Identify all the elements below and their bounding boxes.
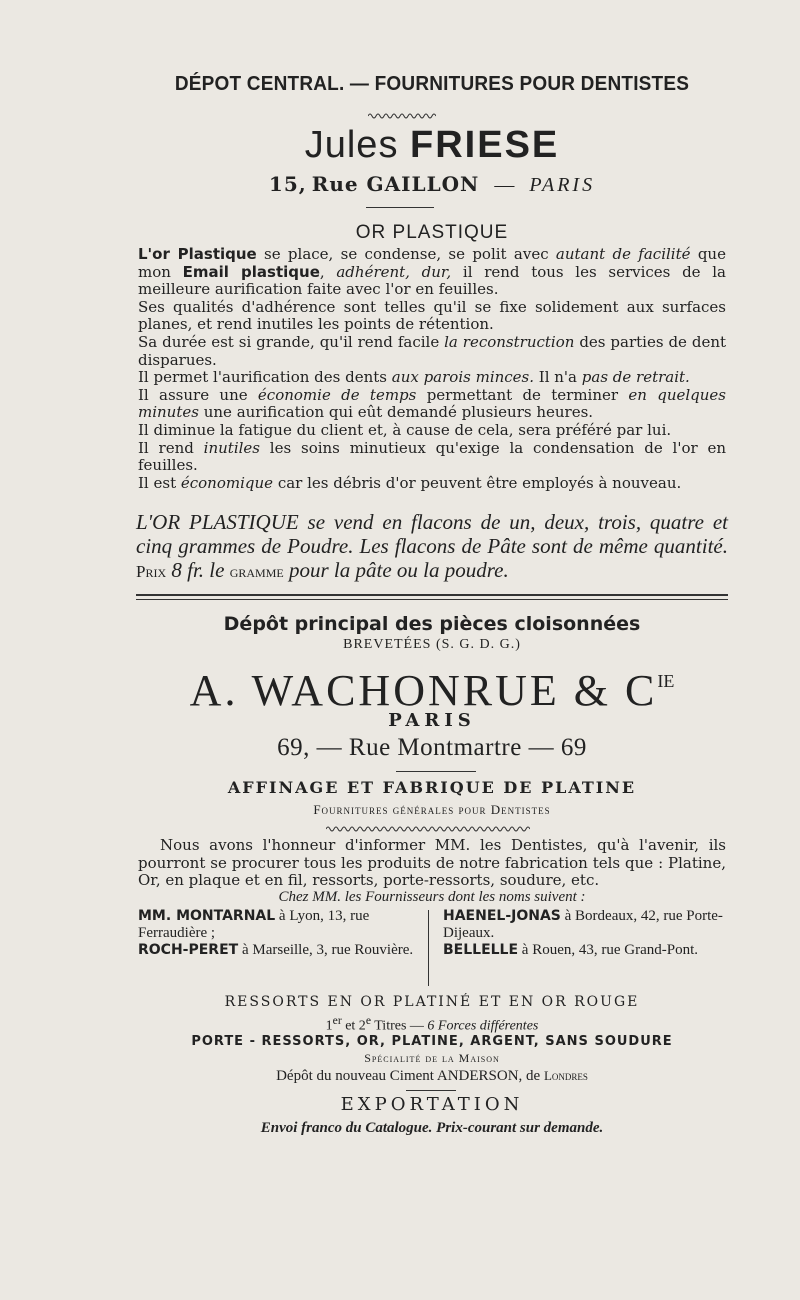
supplier-entry [138,942,418,959]
italic-text: la reconstruction [444,332,575,351]
text: Dépôt du nouveau Ciment ANDERSON, de [276,1068,544,1084]
suppliers-intro: Chez MM. les Fournisseurs dont les noms suivent : [278,889,586,905]
company-name: A. WACHONRUE & C [189,666,658,715]
paragraph [138,246,726,299]
supplier-address: à Lyon, 13, rue Ferraudière ; [138,908,370,941]
address-friese [136,172,728,197]
address-dash: — [494,174,515,196]
text: Il permet l'aurification des dents [138,368,392,387]
city-name: PARIS [388,710,476,731]
italic-text: 6 Forces différentes [427,1018,539,1034]
cement-line [136,1068,728,1085]
suppliers-list [138,908,728,988]
divider [396,771,476,772]
text: une aurification qui eût demandé plusieurs heures. [198,403,594,422]
paragraph [138,334,726,369]
city-name: PARIS [529,174,596,196]
italic-text: pas de retrait. [581,368,690,387]
italic-text: aux parois minces. [391,368,535,387]
spring-holders-line: PORTE - RESSORTS, OR, PLATINE, ARGENT, SANS SOUDURE [191,1034,673,1049]
paragraph: Ses qualités d'adhérence sont telles qu'il se fixe solidement aux surfaces planes, et rend inutiles les points de rétention. [138,297,726,334]
paragraph: Il diminue la fatigue du client et, à cause de cela, sera préféré par lui. [138,420,672,439]
italic-text: adhérent, dur, [336,262,452,281]
supplier-entry [138,908,418,942]
text: Il assure une [138,385,258,404]
text: se place, se condense, se polit avec [256,245,556,263]
specialty-note: Spécialité de la Maison [364,1051,500,1065]
depot-heading: Dépôt principal des pièces cloisonnées [223,613,641,635]
supplier-address: à Rouen, 43, rue Grand-Pont. [518,942,699,958]
ornament-squiggle [368,112,436,120]
text: car les débris d'or peuvent être employés à nouveau. [273,473,682,492]
superscript: e [365,1014,371,1027]
text: Sa durée est si grande, qu'il rend facile [138,332,445,351]
company-name-friese [136,124,728,167]
supplier-address: à Bordeaux, 42, rue Porte-Dijeaux. [443,908,723,941]
first-name: Jules [304,124,399,166]
supplier-prefix: MM. [138,908,177,924]
italic-text: autant de facilité [555,245,691,263]
bold-term: Email plastique [182,262,320,281]
italic-text: en quelques minutes [138,385,727,422]
text: 1 [325,1018,333,1034]
export-heading: EXPORTATION [340,1094,524,1115]
unit-label: gramme [229,562,284,581]
address-wachonrue: 69, — Rue Montmartre — 69 [277,734,587,761]
suppliers-column [443,908,728,959]
street-name: Rue GAILLON [311,172,480,196]
price-label: Prix [136,562,167,581]
divider [366,207,434,208]
last-name: FRIESE [410,124,560,166]
italic-text: économie de temps [257,385,417,404]
affinage-heading: AFFINAGE ET FABRIQUE DE PLATINE [227,778,637,797]
page-header: DÉPOT CENTRAL. — FOURNITURES POUR DENTISTES [174,73,690,96]
patent-note: BREVETÉES (S. G. D. G.) [343,637,521,652]
price-value: 8 fr. le [166,558,230,582]
sales-text-end: pour la pâte ou la poudre. [283,558,509,582]
sales-text: L'OR PLASTIQUE se vend en flacons de un, deux, trois, quatre et cinq grammes de Poudre. Les flacons de Pâte sont de même quantité. [136,510,728,558]
suppliers-column [138,908,418,959]
text: et 2 [341,1018,366,1034]
catalogue-line: Envoi franco du Catalogue. Prix-courant sur demande. [260,1120,604,1136]
paragraph [138,440,726,475]
springs-heading: RESSORTS EN OR PLATINÉ ET EN OR ROUGE [224,994,640,1010]
supplies-subheading: Fournitures générales pour Dentistes [313,802,551,817]
company-suffix: IE [657,671,675,691]
text: il rend tous les services de la meilleure aurification faite avec l'or en feuilles. [138,262,726,299]
city-name: Londres [543,1068,588,1083]
supplier-entry [443,942,728,959]
announcement [138,837,726,890]
text: des parties de dent disparues. [138,332,727,369]
text: permettant de terminer [416,385,629,404]
superscript: er [332,1014,342,1027]
text: Il n'a [534,368,582,387]
supplier-address: à Marseille, 3, rue Rouvière. [238,942,414,958]
paragraph [138,475,726,493]
divider-double [136,594,728,596]
text: Il est [138,473,181,492]
company-name-wachonrue [136,665,728,716]
section-title: OR PLASTIQUE [355,222,509,243]
street-number: 15, [268,172,307,196]
column-divider [428,910,429,986]
italic-text: économique [180,473,274,492]
text: que mon [138,245,726,281]
sales-info [136,510,728,584]
paragraph [138,387,726,422]
paragraph [138,369,726,387]
text: Titres — [371,1018,428,1034]
supplier-entry [443,908,728,942]
text: , [319,262,337,281]
text: les soins minutieux qu'exige la condensation de l'or en feuilles. [138,438,726,475]
bold-term: L'or Plastique [138,245,257,263]
italic-text: inutiles [203,438,260,457]
ornament-squiggle [326,825,530,833]
paragraph: Nous avons l'honneur d'informer MM. les Dentistes, qu'à l'avenir, ils pourront se procurer tous les produits de notre fabrication tels que : Platine, Or, en plaque et en fil, ressorts, porte-ressorts, soudure, etc. [138,836,726,889]
titles-line [136,1014,728,1035]
divider [406,1090,456,1091]
supplier-name: HAENEL-JONAS [443,908,561,924]
text: Il rend [138,438,204,457]
supplier-name: BELLELLE [443,942,519,958]
or-plastique-body [138,246,726,492]
divider-double [136,599,728,600]
supplier-name: MONTARNAL [176,908,276,924]
supplier-name: ROCH-PERET [138,942,239,958]
